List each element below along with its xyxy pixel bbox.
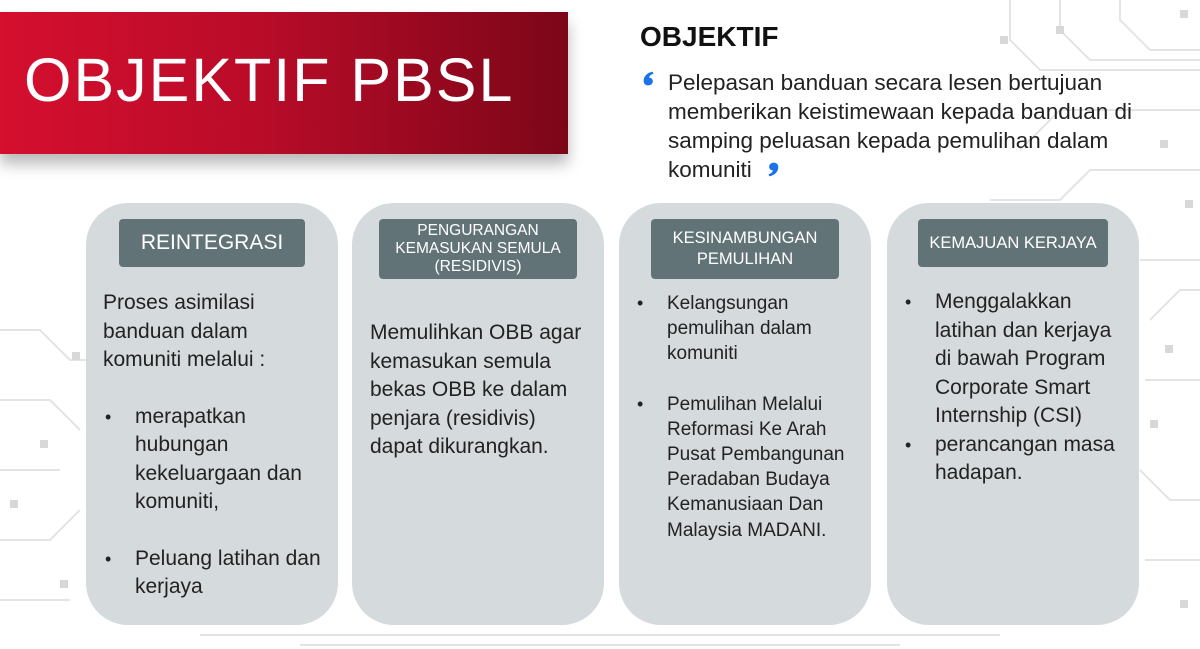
bullet-icon: • bbox=[105, 406, 112, 427]
card-label: KESINAMBUNGAN PEMULIHAN bbox=[651, 219, 839, 279]
card-intro: Proses asimilasi banduan dalam komuniti melalui : bbox=[103, 291, 266, 371]
bullet-icon: • bbox=[637, 393, 644, 414]
quote-close-icon bbox=[760, 158, 782, 180]
list-item-text: Peluang latihan dan kerjaya bbox=[135, 546, 321, 598]
title-banner bbox=[0, 12, 568, 154]
card-pengurangan bbox=[352, 203, 604, 625]
card-body bbox=[635, 291, 865, 568]
list-item-text: Menggalakkan latihan dan kerjaya di bawah Program Corporate Smart Internship (CSI) bbox=[935, 290, 1112, 427]
objective-text: Pelepasan banduan secara lesen bertujuan memberikan keistimewaan kepada banduan di samping peluasan kepada pemulihan dalam komuniti bbox=[668, 70, 1133, 182]
list-item bbox=[635, 291, 865, 367]
page-title: OBJEKTIF PBSL bbox=[24, 46, 515, 114]
quote-open-icon bbox=[640, 68, 662, 90]
bullet-list bbox=[635, 291, 865, 543]
card-label: REINTEGRASI bbox=[119, 219, 305, 267]
bullet-icon: • bbox=[905, 292, 912, 312]
list-item bbox=[103, 403, 328, 517]
card-reintegrasi bbox=[86, 203, 338, 625]
list-item-text: Pemulihan Melalui Reformasi Ke Arah Pusat Pembangunan Peradaban Budaya Kemanusiaan Dan Malaysia MADANI. bbox=[667, 393, 845, 541]
list-item-text: perancangan masa hadapan. bbox=[935, 432, 1115, 484]
bullet-icon: • bbox=[637, 293, 644, 313]
card-label: PENGURANGAN KEMASUKAN SEMULA (RESIDIVIS) bbox=[379, 219, 577, 279]
bullet-list bbox=[903, 288, 1133, 488]
list-item bbox=[103, 545, 328, 602]
bullet-icon: • bbox=[105, 548, 112, 569]
bullet-list bbox=[103, 403, 328, 602]
list-item bbox=[903, 288, 1133, 431]
card-kesinambungan bbox=[619, 203, 871, 625]
card-kemajuan bbox=[887, 203, 1139, 625]
objective-heading: OBJEKTIF bbox=[640, 21, 779, 52]
objective-section bbox=[640, 20, 1185, 184]
list-item-text: merapatkan hubungan kekeluargaan dan komuniti, bbox=[135, 404, 302, 513]
objective-quote bbox=[640, 68, 1185, 184]
list-item bbox=[635, 392, 865, 543]
card-body bbox=[103, 289, 328, 630]
list-item-text: Kelangsungan pemulihan dalam komuniti bbox=[667, 293, 812, 365]
card-label: KEMAJUAN KERJAYA bbox=[918, 219, 1108, 267]
bullet-icon: • bbox=[905, 434, 912, 455]
list-item bbox=[903, 431, 1133, 488]
card-body: Memulihkan OBB agar kemasukan semula bekas OBB ke dalam penjara (residivis) dapat dikurangkan. bbox=[370, 321, 582, 458]
card-body bbox=[903, 288, 1133, 488]
